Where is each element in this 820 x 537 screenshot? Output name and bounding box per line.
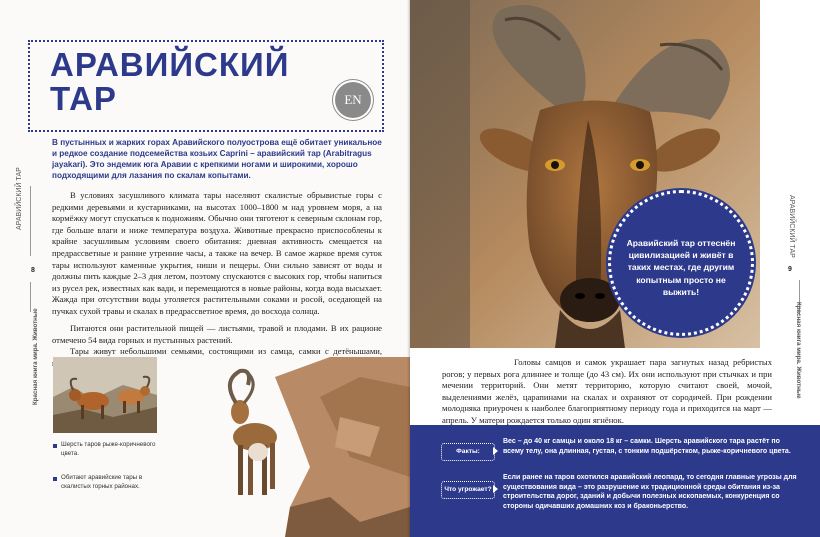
threats-text: Если ранее на таров охотился аравийский леопард, то сегодня главные угрозы для существования вида – это разрушение их традиционной среды обитания из-за строительства дорог, зданий и добычи полезных ископаемых, конкуренция со стороны одичавших домашних коз и браконьерство. [503, 474, 797, 510]
title-line-1: АРАВИЙСКИЙ [50, 46, 290, 83]
left-page-number: 8 [31, 267, 35, 274]
title-line-2: ТАР [50, 80, 117, 117]
body-paragraph-3: Тары живут небольшими семьями, состоящими из самца, самки с детёнышами, [70, 346, 382, 356]
tar-herd-photo [53, 357, 157, 433]
callout-circle [608, 190, 754, 336]
tar-herd-illustration [53, 357, 157, 433]
right-section-label: АРАВИЙСКИЙ ТАР [788, 195, 795, 258]
left-margin-rule [30, 186, 31, 256]
facts-label: Факты: [441, 443, 495, 461]
left-section-label: АРАВИЙСКИЙ ТАР [16, 167, 23, 230]
callout-text: Аравийский тар оттеснён цивилизацией и живёт в таких местах, где другим копытным просто не выжить! [626, 238, 736, 297]
threats-label: Что угрожает? [441, 481, 495, 499]
left-book-title: Красная книга мира. Животные [32, 308, 39, 405]
tar-on-cliff-illustration [200, 357, 410, 537]
caption-bullet-1 [53, 444, 57, 448]
right-page-number: 9 [788, 266, 792, 273]
body-paragraph-1: В условиях засушливого климата тары населяют скалистые обрывистые горы с редкими деревьями и кустарниками, на высотах 1000–1800 м над уровнем моря, а на кормёжку могут спускаться к подножиям. Обычно они тяготеют к северным склонам гор, где больше влаги и ниже температура воздуха. Животные прекрасно приспособлены к крайне засушливым условиям своего обитания: дневная активность смещается на предрассветные и ранние утренние часы, а также на вечер. В самое жаркое время суток тары используют каменные укрытия, ниши и пещеры. Они сильно зависят от воды и должны пить каждые 2–3 дня летом, поэтому спускаются с высоких гор, чтобы напиться из русел рек, известных как вади, и перемещаются в новые районы, когда вода высыхает. Жажда при отсутствии воды утоляется растительными соками и росой, оседающей на пучках сухой травы и скалах в предрассветное время, до восхода солнца. [52, 190, 382, 316]
right-page [410, 0, 820, 537]
caption-1: Шерсть таров рыже-коричневого цвета. [61, 441, 156, 457]
page-title [50, 48, 289, 116]
lead-paragraph: В пустынных и жарких горах Аравийского полуострова ещё обитает уникальное и редкое создание подсемейства козьих Caprini – аравийский тар (Arabitragus jayakari). Это эндемик юга Аравии с крепкими ногами и широкими, хорошо подходящими для лазания по скалам копытами. [52, 138, 382, 180]
caption-bullet-2 [53, 477, 57, 481]
title-box [28, 40, 384, 132]
body-paragraph-2: Питаются они растительной пищей — листьями, травой и плодами. В их рационе отмечено 54 вида горных и пустынных растений. [52, 323, 382, 345]
facts-text: Вес – до 40 кг самцы и около 18 кг – самки. Шерсть аравийского тара растёт по всему телу, она длинная, густая, с тонким подшёрстком, рыже-коричневого цвета. [503, 438, 791, 455]
facts-panel [410, 425, 820, 537]
caption-2: Обитают аравийские тары в скалистых горных районах. [61, 474, 143, 490]
language-badge[interactable]: EN [335, 82, 371, 118]
threats-arrow-icon [493, 485, 498, 493]
right-book-title: Красная книга мира. Животные [795, 302, 802, 399]
tar-on-cliff-photo [200, 357, 410, 537]
facts-arrow-icon [493, 447, 498, 455]
left-margin-rule-2 [30, 282, 31, 312]
body-paragraph-4: Головы самцов и самок украшает пара загнутых назад ребристых рогов; у первых рога длиннее и толще (до 43 см). Их они используют при стычках и при мечении территорий. Они метят территорию, которую считают своей, мочой, выделениями желёз, царапинами на скалах и охраняют от сородичей. При рождении молодняка приурочен к наиболее благоприятному периоду года и приходится на март — апрель. У матери рождается только один ягнёнок. [442, 357, 772, 425]
